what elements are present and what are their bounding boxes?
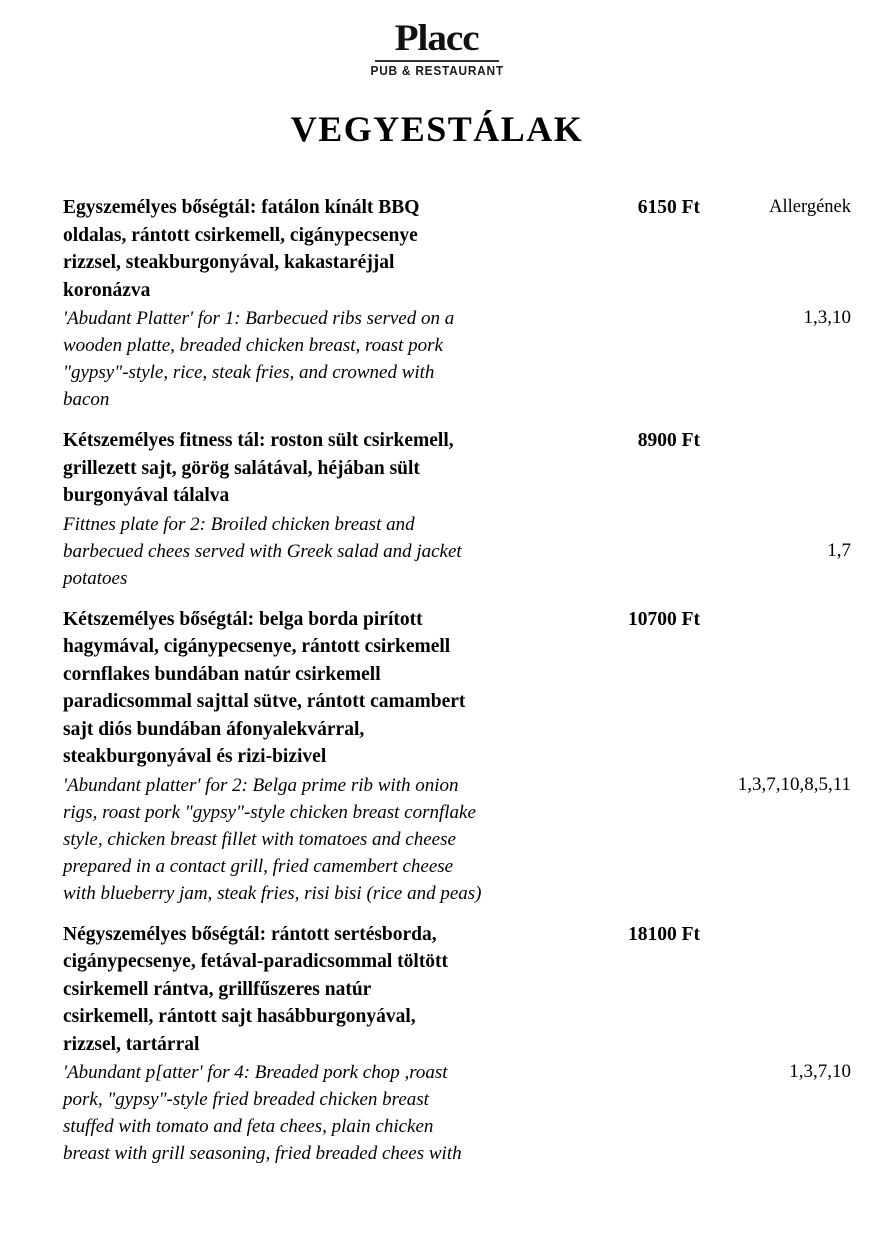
- menu-item: [63, 921, 852, 1168]
- menu-item-name-line: sajt diós bundában áfonyalekvárral,: [63, 718, 365, 740]
- menu-item-header-row: [63, 606, 852, 771]
- logo-tagline: PUB & RESTAURANT: [370, 64, 504, 78]
- logo-divider: [375, 60, 499, 62]
- allergen-column-header: Allergének: [769, 197, 851, 217]
- menu-item-name-hu: [63, 921, 573, 1059]
- menu-item-price: 6150 Ft: [637, 197, 700, 218]
- menu-item-description-en: [63, 305, 573, 413]
- menu-item-name-line: Négyszemélyes bőségtál: rántott sertésborda,: [63, 923, 437, 945]
- menu-item-name-line: steakburgonyával és rizi-bizivel: [63, 746, 327, 767]
- page-title: VEGYESTÁLAK: [290, 109, 584, 149]
- menu-item-desc-line: 'Abundant platter' for 2: Belga prime rib with onion: [63, 774, 459, 796]
- menu-item-desc-line: rigs, roast pork "gypsy"-style chicken breast cornflake: [63, 801, 476, 823]
- menu-item-name-hu: [63, 427, 573, 510]
- menu-item-desc-line: with blueberry jam, steak fries, risi bisi (rice and peas): [63, 882, 482, 904]
- menu-item-desc-row: [63, 1058, 852, 1167]
- menu-item-name-line: hagymával, cigánypecsenye, rántott csirkemell: [63, 636, 451, 657]
- logo-wordmark: Placc: [394, 18, 479, 59]
- menu-item-desc-line: bacon: [63, 389, 110, 410]
- menu-item-name-line: csirkemell, rántott sajt hasábburgonyával,: [63, 1006, 416, 1027]
- menu-item-description-en: [63, 1059, 573, 1167]
- menu-item-header-row: [63, 427, 852, 510]
- menu-item-desc-row: [63, 771, 852, 907]
- menu-item-name-line: Kétszemélyes fitness tál: roston sült csirkemell,: [63, 430, 454, 451]
- menu-item-desc-line: wooden platte, breaded chicken breast, roast pork: [63, 335, 443, 356]
- menu-item-header-row: [63, 921, 852, 1059]
- menu-item-name-line: Egyszemélyes bőségtál: fatálon kínált BBQ: [63, 197, 420, 218]
- restaurant-logo: [0, 0, 874, 78]
- menu-item-name-line: rizzsel, steakburgonyával, kakastaréjjal: [63, 252, 395, 273]
- menu-item: [63, 427, 852, 592]
- menu-item-desc-line: pork, "gypsy"-style fried breaded chicken breast: [63, 1089, 429, 1110]
- allergen-value: 1,7: [827, 539, 851, 561]
- menu-item-allergens: 1,3,7,10,8,5,11: [737, 773, 851, 795]
- menu-item-price: 10700 Ft: [627, 608, 700, 630]
- menu-item-name-line: oldalas, rántott csirkemell, cigánypecsenye: [63, 224, 418, 246]
- menu-item-name-line: Kétszemélyes bőségtál: belga borda pirított: [63, 608, 423, 630]
- menu-item-name-line: cigánypecsenye, fetával-paradicsommal töltött: [63, 951, 449, 972]
- menu-item-name-line: cornflakes bundában natúr csirkemell: [63, 663, 381, 685]
- menu-item-name-line: csirkemell rántva, grillfűszeres natúr: [63, 978, 372, 1000]
- menu-item-desc-line: "gypsy"-style, rice, steak fries, and crowned with: [63, 362, 435, 383]
- menu-item-desc-line: 'Abudant Platter' for 1: Barbecued ribs served on a: [63, 308, 455, 329]
- menu-item-description-en: [63, 511, 573, 592]
- menu-item-desc-line: barbecued chees served with Greek salad and jacket: [63, 540, 462, 562]
- menu-item-name-line: rizzsel, tartárral: [63, 1033, 200, 1055]
- menu-item-allergens: 1,3,7,10: [789, 1061, 851, 1082]
- menu-item-header-row: [63, 194, 852, 304]
- menu-item-allergens: [700, 510, 852, 564]
- menu-item-desc-line: style, chicken breast fillet with tomatoes and cheese: [63, 828, 456, 850]
- menu-item: [63, 194, 852, 413]
- menu-item-name-hu: [63, 606, 573, 771]
- menu-item-desc-line: 'Abundant p[atter' for 4: Breaded pork chop ,roast: [63, 1062, 448, 1083]
- menu-item-desc-line: breast with grill seasoning, fried breaded chees with: [63, 1143, 462, 1164]
- menu-item-price: 18100 Ft: [627, 923, 700, 945]
- menu-item-name-line: burgonyával tálalva: [63, 485, 230, 506]
- menu-item-name-line: koronázva: [63, 279, 151, 301]
- menu-item-desc-line: stuffed with tomato and feta chees, plain chicken: [63, 1116, 434, 1137]
- menu-item-desc-row: [63, 304, 852, 413]
- menu-item-desc-line: potatoes: [63, 567, 128, 589]
- menu-item-desc-line: prepared in a contact grill, fried camembert cheese: [63, 855, 454, 877]
- menu-item-price: 8900 Ft: [637, 430, 700, 451]
- menu-item-desc-row: [63, 510, 852, 592]
- menu-item-allergens: 1,3,10: [803, 307, 851, 328]
- menu-item-name-hu: [63, 194, 573, 304]
- menu-item-desc-line: Fittnes plate for 2: Broiled chicken breast and: [63, 513, 415, 535]
- menu-item-name-line: grillezett sajt, görög salátával, héjában sült: [63, 457, 420, 479]
- menu-item-description-en: [63, 772, 573, 907]
- menu-item: [63, 606, 852, 907]
- menu-section: [0, 194, 874, 1167]
- menu-item-name-line: paradicsommal sajttal sütve, rántott camambert: [63, 691, 466, 712]
